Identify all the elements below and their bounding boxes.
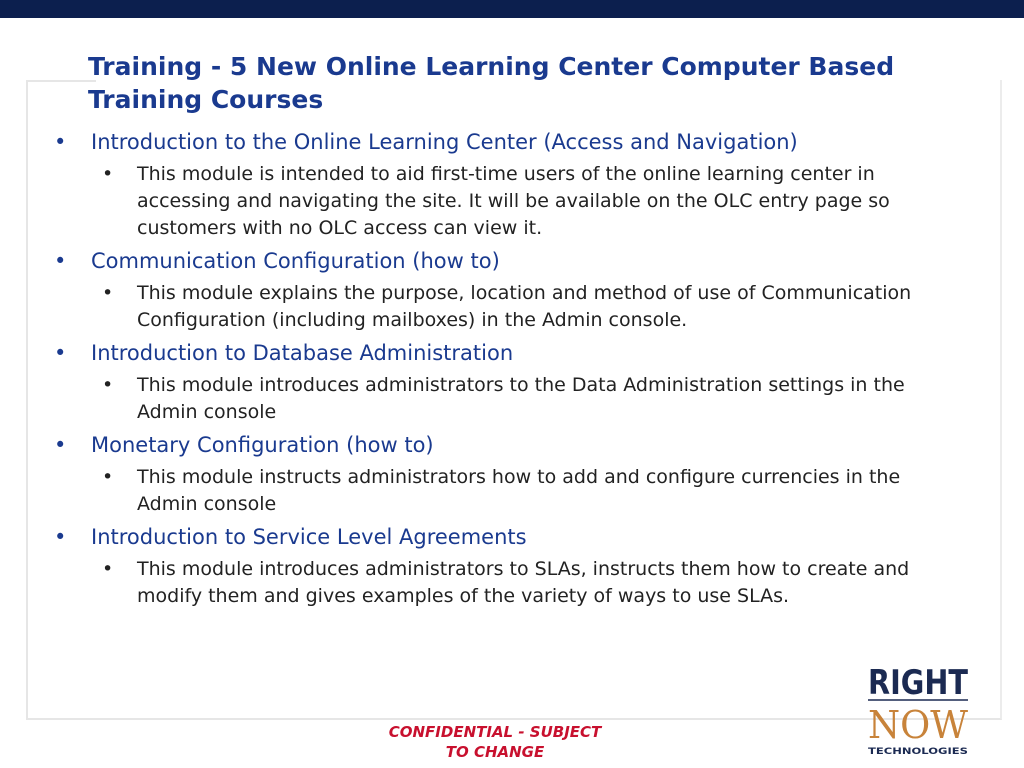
bullet-item: [54, 431, 984, 518]
logo-word-technologies: TECHNOLOGIES: [868, 747, 968, 757]
sub-bullet-icon: •: [102, 163, 114, 185]
bullet-item: [54, 339, 984, 426]
footer-line-2: TO CHANGE: [445, 743, 545, 761]
bullet-label: Introduction to Database Administration: [91, 341, 514, 365]
slide-title: Training - 5 New Online Learning Center Computer Based Training Courses: [88, 52, 895, 114]
bullet-icon: •: [54, 433, 67, 457]
confidential-footer: [340, 722, 650, 762]
bullet-list: [54, 128, 984, 615]
bullet-label: Monetary Configuration (how to): [91, 433, 434, 457]
sub-bullet-text: This module is intended to aid first-time users of the online learning center in accessing and navigating the site. It will be available on the OLC entry page so customers with no OLC access can view it.: [137, 163, 890, 239]
bullet-label: Introduction to the Online Learning Center (Access and Navigation): [91, 130, 798, 154]
company-logo: [866, 660, 970, 756]
bullet-item: [54, 128, 984, 242]
logo-word-now: NOW: [868, 703, 968, 747]
sub-bullet-icon: •: [102, 466, 114, 488]
bullet-icon: •: [54, 130, 67, 154]
sub-bullet-text: This module explains the purpose, location and method of use of Communication Configuration (including mailboxes) in the Admin console.: [137, 282, 912, 331]
bullet-label: Communication Configuration (how to): [91, 249, 500, 273]
bullet-icon: •: [54, 341, 67, 365]
sub-bullet-icon: •: [102, 374, 114, 396]
top-bar: [0, 0, 1024, 18]
bullet-icon: •: [54, 525, 67, 549]
sub-bullet: [102, 464, 984, 518]
bullet-icon: •: [54, 249, 67, 273]
slide-frame-top: [26, 80, 96, 82]
sub-bullet: [102, 161, 984, 242]
sub-bullet: [102, 556, 984, 610]
logo-word-right: RIGHT: [868, 663, 969, 703]
sub-bullet-text: This module instructs administrators how to add and configure currencies in the Admin console: [137, 466, 901, 515]
sub-bullet-icon: •: [102, 558, 114, 580]
footer-line-1: CONFIDENTIAL - SUBJECT: [388, 723, 602, 741]
sub-bullet-text: This module introduces administrators to SLAs, instructs them how to create and modify them and gives examples of the variety of ways to use SLAs.: [137, 558, 910, 607]
sub-bullet-icon: •: [102, 282, 114, 304]
sub-bullet: [102, 372, 984, 426]
bullet-item: [54, 247, 984, 334]
bullet-item: [54, 523, 984, 610]
bullet-label: Introduction to Service Level Agreements: [91, 525, 527, 549]
sub-bullet: [102, 280, 984, 334]
sub-bullet-text: This module introduces administrators to the Data Administration settings in the Admin console: [137, 374, 905, 423]
